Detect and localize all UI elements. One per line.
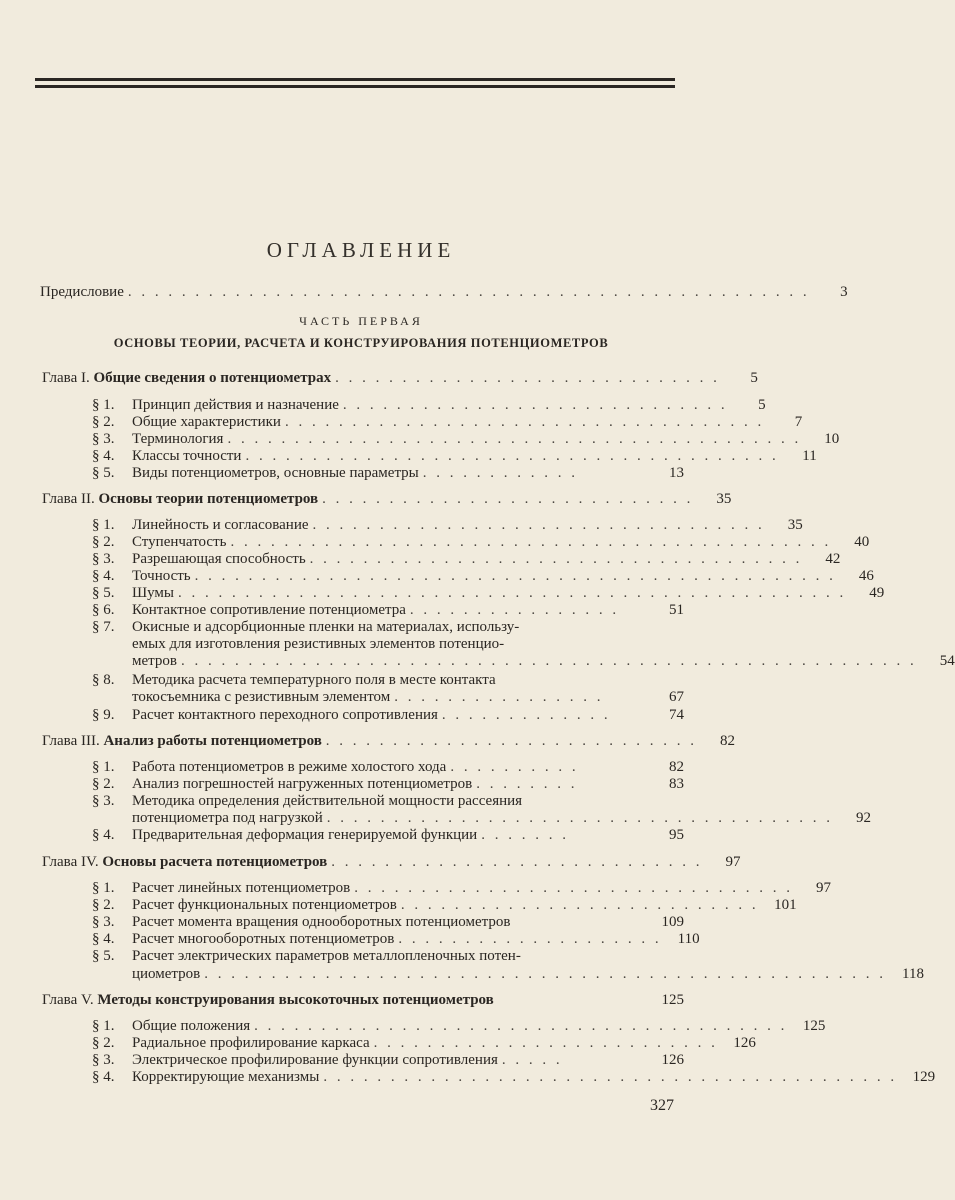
toc-entry-page: 125 xyxy=(661,992,684,1008)
section-title: Предварительная деформация генерируемой функции xyxy=(132,827,478,843)
leader-dots: . . . . . . . . . . . . . . . . . . . . . . . . . . . . . . . . . . . . . . . . xyxy=(245,448,779,464)
toc-section[interactable] xyxy=(92,1052,684,1069)
toc-entry-page: 82 xyxy=(669,759,684,775)
toc-section[interactable] xyxy=(92,759,684,776)
section-number: § 2. xyxy=(92,1035,115,1051)
leader-dots: . . . . . . . . . . . . . . . . xyxy=(394,689,604,705)
toc-section-multiline[interactable] xyxy=(92,793,522,810)
leader-dots: . . . . . . . xyxy=(481,827,569,843)
toc-section[interactable] xyxy=(92,551,841,568)
toc-entry-page: 118 xyxy=(902,966,924,982)
leader-dots: . . . . . . . . . . . . . . . . . . . . . . . . . . . . . . . . . xyxy=(354,880,794,896)
leader-dots: . . . . . . . . . . . . . . . . . . . . . . . . . . . . xyxy=(325,733,698,749)
leader-dots: . . . . . . . . . . . . . . . . . . . . . . . . . . . . xyxy=(331,854,703,870)
toc-section[interactable] xyxy=(92,880,832,897)
page-title: ОГЛАВЛЕНИЕ xyxy=(266,238,456,262)
toc-entry-page: 101 xyxy=(774,897,797,913)
section-title: Шумы xyxy=(132,585,175,601)
toc-entry-page: 97 xyxy=(725,854,741,870)
toc-entry-page: 46 xyxy=(858,568,874,584)
leader-dots: . . . . . . . . . . . . . . . . . . . . . . . . . . . . . . . . . . . . xyxy=(284,414,765,430)
leader-dots: . . . . . . . . xyxy=(476,776,578,792)
part-label: ЧАСТЬ ПЕРВАЯ xyxy=(299,314,423,328)
top-rule xyxy=(35,78,675,81)
section-number: § 3. xyxy=(92,914,115,930)
toc-entry-page: 13 xyxy=(669,465,684,481)
toc-section-multiline[interactable] xyxy=(92,948,521,965)
leader-dots: . . . . . . . . . . . . . . . . xyxy=(409,602,620,618)
leader-dots: . . . . . . . . . . . . xyxy=(422,465,579,481)
chapter-prefix: Глава IV. xyxy=(42,854,99,870)
section-number: § 6. xyxy=(92,602,115,618)
chapter-title: Методы конструирования высокоточных потенциометров xyxy=(97,992,494,1008)
section-number: § 3. xyxy=(92,431,115,447)
toc-section[interactable] xyxy=(92,707,684,724)
section-number: § 4. xyxy=(92,448,115,464)
section-number: § 1. xyxy=(92,397,115,413)
toc-entry-page: 125 xyxy=(802,1018,826,1034)
toc-entry-page: 40 xyxy=(854,534,870,550)
toc-section[interactable] xyxy=(92,1069,936,1086)
leader-dots: . . . . . . . . . . . . . . . . . . . . xyxy=(398,931,662,947)
section-title: Корректирующие механизмы xyxy=(132,1069,320,1085)
toc-section[interactable] xyxy=(92,568,874,585)
toc-section[interactable] xyxy=(92,827,684,844)
toc-section-last-line[interactable] xyxy=(132,653,955,670)
toc-section[interactable] xyxy=(92,914,684,931)
toc-entry-page: 126 xyxy=(733,1035,756,1051)
section-number: § 4. xyxy=(92,568,115,584)
section-number: § 4. xyxy=(92,931,115,947)
chapter-title: Общие сведения о потенциометрах xyxy=(93,370,332,386)
toc-section[interactable] xyxy=(92,448,817,465)
toc-entry-page: 109 xyxy=(661,914,684,930)
toc-entry-page: 129 xyxy=(912,1069,936,1085)
leader-dots: . . . . . . . . . . . . . . . . . . . . . . . . . . . . . . . . . . . . . . xyxy=(326,810,833,826)
toc-section[interactable] xyxy=(92,776,684,793)
top-rule-double xyxy=(35,85,675,88)
leader-dots: . . . . . . . . . . . . . . . . . . . . . . . . . . . . . . . . . . . . . . . . . . . . . xyxy=(230,534,832,550)
toc-entry-page: 74 xyxy=(669,707,684,723)
toc-chapter-1[interactable] xyxy=(42,370,758,387)
leader-dots: . . . . . . . . . . . . . . . . . . . . . . . . . . . . . . . . . . . . . . . . xyxy=(254,1018,788,1034)
section-number: § 8. xyxy=(92,672,115,688)
section-number: § 4. xyxy=(92,1069,115,1085)
leader-dots: . . . . . . . . . . . . . . . . . . . . . . . . . . . . . . . . . . . . . . . . . . . xyxy=(323,1069,898,1085)
toc-entry-page: 5 xyxy=(758,397,766,413)
toc-section-last-line[interactable] xyxy=(132,689,684,706)
toc-entry-page: 7 xyxy=(794,414,803,430)
leader-dots: . . . . . . . . . . . . . . . . . . . . . . . . . . xyxy=(373,1035,718,1051)
section-title-line: Методика расчета температурного поля в месте контакта xyxy=(132,672,496,688)
toc-entry-page: 92 xyxy=(855,810,871,826)
leader-dots: . . . . . . . . . . . . . . . . . . . . . . . . . . . . . xyxy=(342,397,728,413)
section-title: Виды потенциометров, основные параметры xyxy=(132,465,419,481)
section-number: § 1. xyxy=(92,517,115,533)
section-number: § 9. xyxy=(92,707,115,723)
chapter-title: Основы теории потенциометров xyxy=(98,491,319,507)
section-number: § 1. xyxy=(92,880,115,896)
toc-chapter-5[interactable] xyxy=(42,992,684,1009)
chapter-prefix: Глава V. xyxy=(42,992,94,1008)
section-number: § 4. xyxy=(92,827,115,843)
section-number: § 1. xyxy=(92,759,115,775)
leader-dots: . . . . . . . . . . . . . . . . . . . . . . . . . . . . . . . . . . . . . . . . . . . . . . . . xyxy=(194,568,836,584)
section-title-line: циометров xyxy=(132,966,201,982)
section-title-line: Расчет электрических параметров металлопленочных потен- xyxy=(132,948,521,964)
page-number: 327 xyxy=(650,1097,674,1114)
leader-dots: . . . . . . . . . . . . . . . . . . . . . . . . . . . . . . . . . . xyxy=(312,517,765,533)
section-number: § 5. xyxy=(92,585,115,601)
chapter-prefix: Глава II. xyxy=(42,491,95,507)
section-number: § 3. xyxy=(92,551,115,567)
section-title: Линейность и согласование xyxy=(132,517,309,533)
toc-section[interactable] xyxy=(92,465,684,482)
leader-dots: . . . . . . . . . . . . . . . . . . . . . . . . . . . . xyxy=(322,491,694,507)
leader-dots: . . . . . . . . . . . . . . . . . . . . . . . . . . . . . xyxy=(335,370,720,386)
toc-entry-page: 97 xyxy=(816,880,832,896)
toc-entry-page: 11 xyxy=(802,448,817,464)
section-title-line: емых для изготовления резистивных элементов потенцио- xyxy=(132,636,505,652)
toc-entry-page: 83 xyxy=(669,776,684,792)
toc-entry-page: 5 xyxy=(750,370,758,386)
chapter-prefix: Глава I. xyxy=(42,370,90,386)
section-title: Радиальное профилирование каркаса xyxy=(132,1035,370,1051)
toc-entry-page: 3 xyxy=(840,284,848,300)
toc-entry-page: 126 xyxy=(661,1052,684,1068)
section-title: Контактное сопротивление потенциометра xyxy=(132,602,406,618)
section-number: § 5. xyxy=(92,948,115,964)
toc-entry-page: 95 xyxy=(669,827,684,843)
section-number: § 2. xyxy=(92,414,115,430)
chapter-title: Анализ работы потенциометров xyxy=(103,733,322,749)
chapter-title: Основы расчета потенциометров xyxy=(102,854,328,870)
section-title: Ступенчатость xyxy=(132,534,227,550)
toc-entry-page: 67 xyxy=(669,689,684,705)
leader-dots: . . . . . . . . . . . . . . . . . . . . . . . . . . . . . . . . . . . . . . . . . . . . . . . . . . . . . . . xyxy=(180,653,917,669)
section-number: § 3. xyxy=(92,793,115,809)
toc-section[interactable] xyxy=(92,431,840,448)
toc-entry-page: 110 xyxy=(677,931,700,947)
section-title: Общие положения xyxy=(132,1018,251,1034)
toc-entry-page: 10 xyxy=(824,431,840,447)
section-title-line: метров xyxy=(132,653,177,669)
chapter-prefix: Глава III. xyxy=(42,733,100,749)
leader-dots: . . . . . . . . . . . . . xyxy=(441,707,611,723)
toc-entry-page: 49 xyxy=(869,585,885,601)
toc-entry-preface[interactable] xyxy=(40,284,848,301)
section-title: Работа потенциометров в режиме холостого хода xyxy=(132,759,447,775)
section-number: § 2. xyxy=(92,897,115,913)
toc-section[interactable] xyxy=(92,414,803,431)
toc-entry-page: 35 xyxy=(787,517,803,533)
leader-dots: . . . . . xyxy=(501,1052,563,1068)
toc-section[interactable] xyxy=(92,534,870,551)
toc-section[interactable] xyxy=(92,602,684,619)
toc-section[interactable] xyxy=(92,897,797,914)
leader-dots: . . . . . . . . . . . . . . . . . . . . . . . . . . . . . . . . . . . . . xyxy=(309,551,803,567)
leader-dots: . . . . . . . . . . . . . . . . . . . . . . . . . . . . . . . . . . . . . . . . . . . . . . . . . . xyxy=(178,585,847,601)
section-title: Расчет контактного переходного сопротивления xyxy=(132,707,438,723)
section-number: § 2. xyxy=(92,776,115,792)
section-title: Разрешающая способность xyxy=(132,551,306,567)
section-number: § 1. xyxy=(92,1018,115,1034)
section-title: Расчет линейных потенциометров xyxy=(132,880,351,896)
toc-entry-page: 35 xyxy=(716,491,732,507)
toc-section[interactable] xyxy=(92,585,885,602)
toc-section-last-line[interactable] xyxy=(132,810,871,827)
section-title: Анализ погрешностей нагруженных потенциометров xyxy=(132,776,473,792)
toc-entry-page: 51 xyxy=(669,602,684,618)
toc-section[interactable] xyxy=(92,517,803,534)
toc-section[interactable] xyxy=(92,931,700,948)
section-title-line: токосъемника с резистивным элементом xyxy=(132,689,391,705)
section-title-line: Методика определения действительной мощности рассеяния xyxy=(132,793,523,809)
toc-entry-page: 54 xyxy=(939,653,955,669)
leader-dots: . . . . . . . . . . . . . . . . . . . . . . . . . . . . . . . . . . . . . . . . . . . . . . . . . . . xyxy=(127,284,810,300)
toc-section-last-line[interactable] xyxy=(132,966,924,983)
toc-entry-page: 42 xyxy=(825,551,841,567)
toc-section[interactable] xyxy=(92,1018,826,1035)
section-title: Классы точности xyxy=(132,448,242,464)
section-title-line: потенциометра под нагрузкой xyxy=(132,810,323,826)
toc-chapter-2[interactable] xyxy=(42,491,732,508)
toc-section[interactable] xyxy=(92,1035,756,1052)
toc-section-multiline[interactable] xyxy=(92,619,519,636)
toc-chapter-4[interactable] xyxy=(42,854,741,871)
leader-dots: . . . . . . . . . . . . . . . . . . . . . . . . . . . xyxy=(400,897,759,913)
section-number: § 5. xyxy=(92,465,115,481)
section-number: § 3. xyxy=(92,1052,115,1068)
section-title: Расчет многооборотных потенциометров xyxy=(132,931,395,947)
section-title: Терминология xyxy=(132,431,224,447)
section-title: Электрическое профилирование функции сопротивления xyxy=(132,1052,498,1068)
toc-section-multiline[interactable] xyxy=(92,672,496,689)
section-number: § 7. xyxy=(92,619,115,635)
part-title: ОСНОВЫ ТЕОРИИ, РАСЧЕТА И КОНСТРУИРОВАНИЯ ПОТЕНЦИОМЕТРОВ xyxy=(113,336,609,350)
leader-dots: . . . . . . . . . . . . . . . . . . . . . . . . . . . . . . . . . . . . . . . . . . . . . . . . . . . xyxy=(204,966,886,982)
toc-entry-page: 82 xyxy=(720,733,736,749)
section-title: Точность xyxy=(132,568,191,584)
section-number: § 2. xyxy=(92,534,115,550)
section-title: Расчет момента вращения однооборотных потенциометров xyxy=(132,914,511,930)
leader-dots: . . . . . . . . . . . . . . . . . . . . . . . . . . . . . . . . . . . . . . . . . . . xyxy=(227,431,802,447)
toc-section[interactable] xyxy=(92,397,766,414)
section-title: Общие характеристики xyxy=(132,414,281,430)
toc-chapter-3[interactable] xyxy=(42,733,736,750)
section-title: Расчет функциональных потенциометров xyxy=(132,897,397,913)
section-title: Принцип действия и назначение xyxy=(132,397,339,413)
toc-entry-label: Предисловие xyxy=(40,284,124,300)
leader-dots: . . . . . . . . . . xyxy=(450,759,579,775)
section-title-line: Окисные и адсорбционные пленки на материалах, использу- xyxy=(132,619,520,635)
